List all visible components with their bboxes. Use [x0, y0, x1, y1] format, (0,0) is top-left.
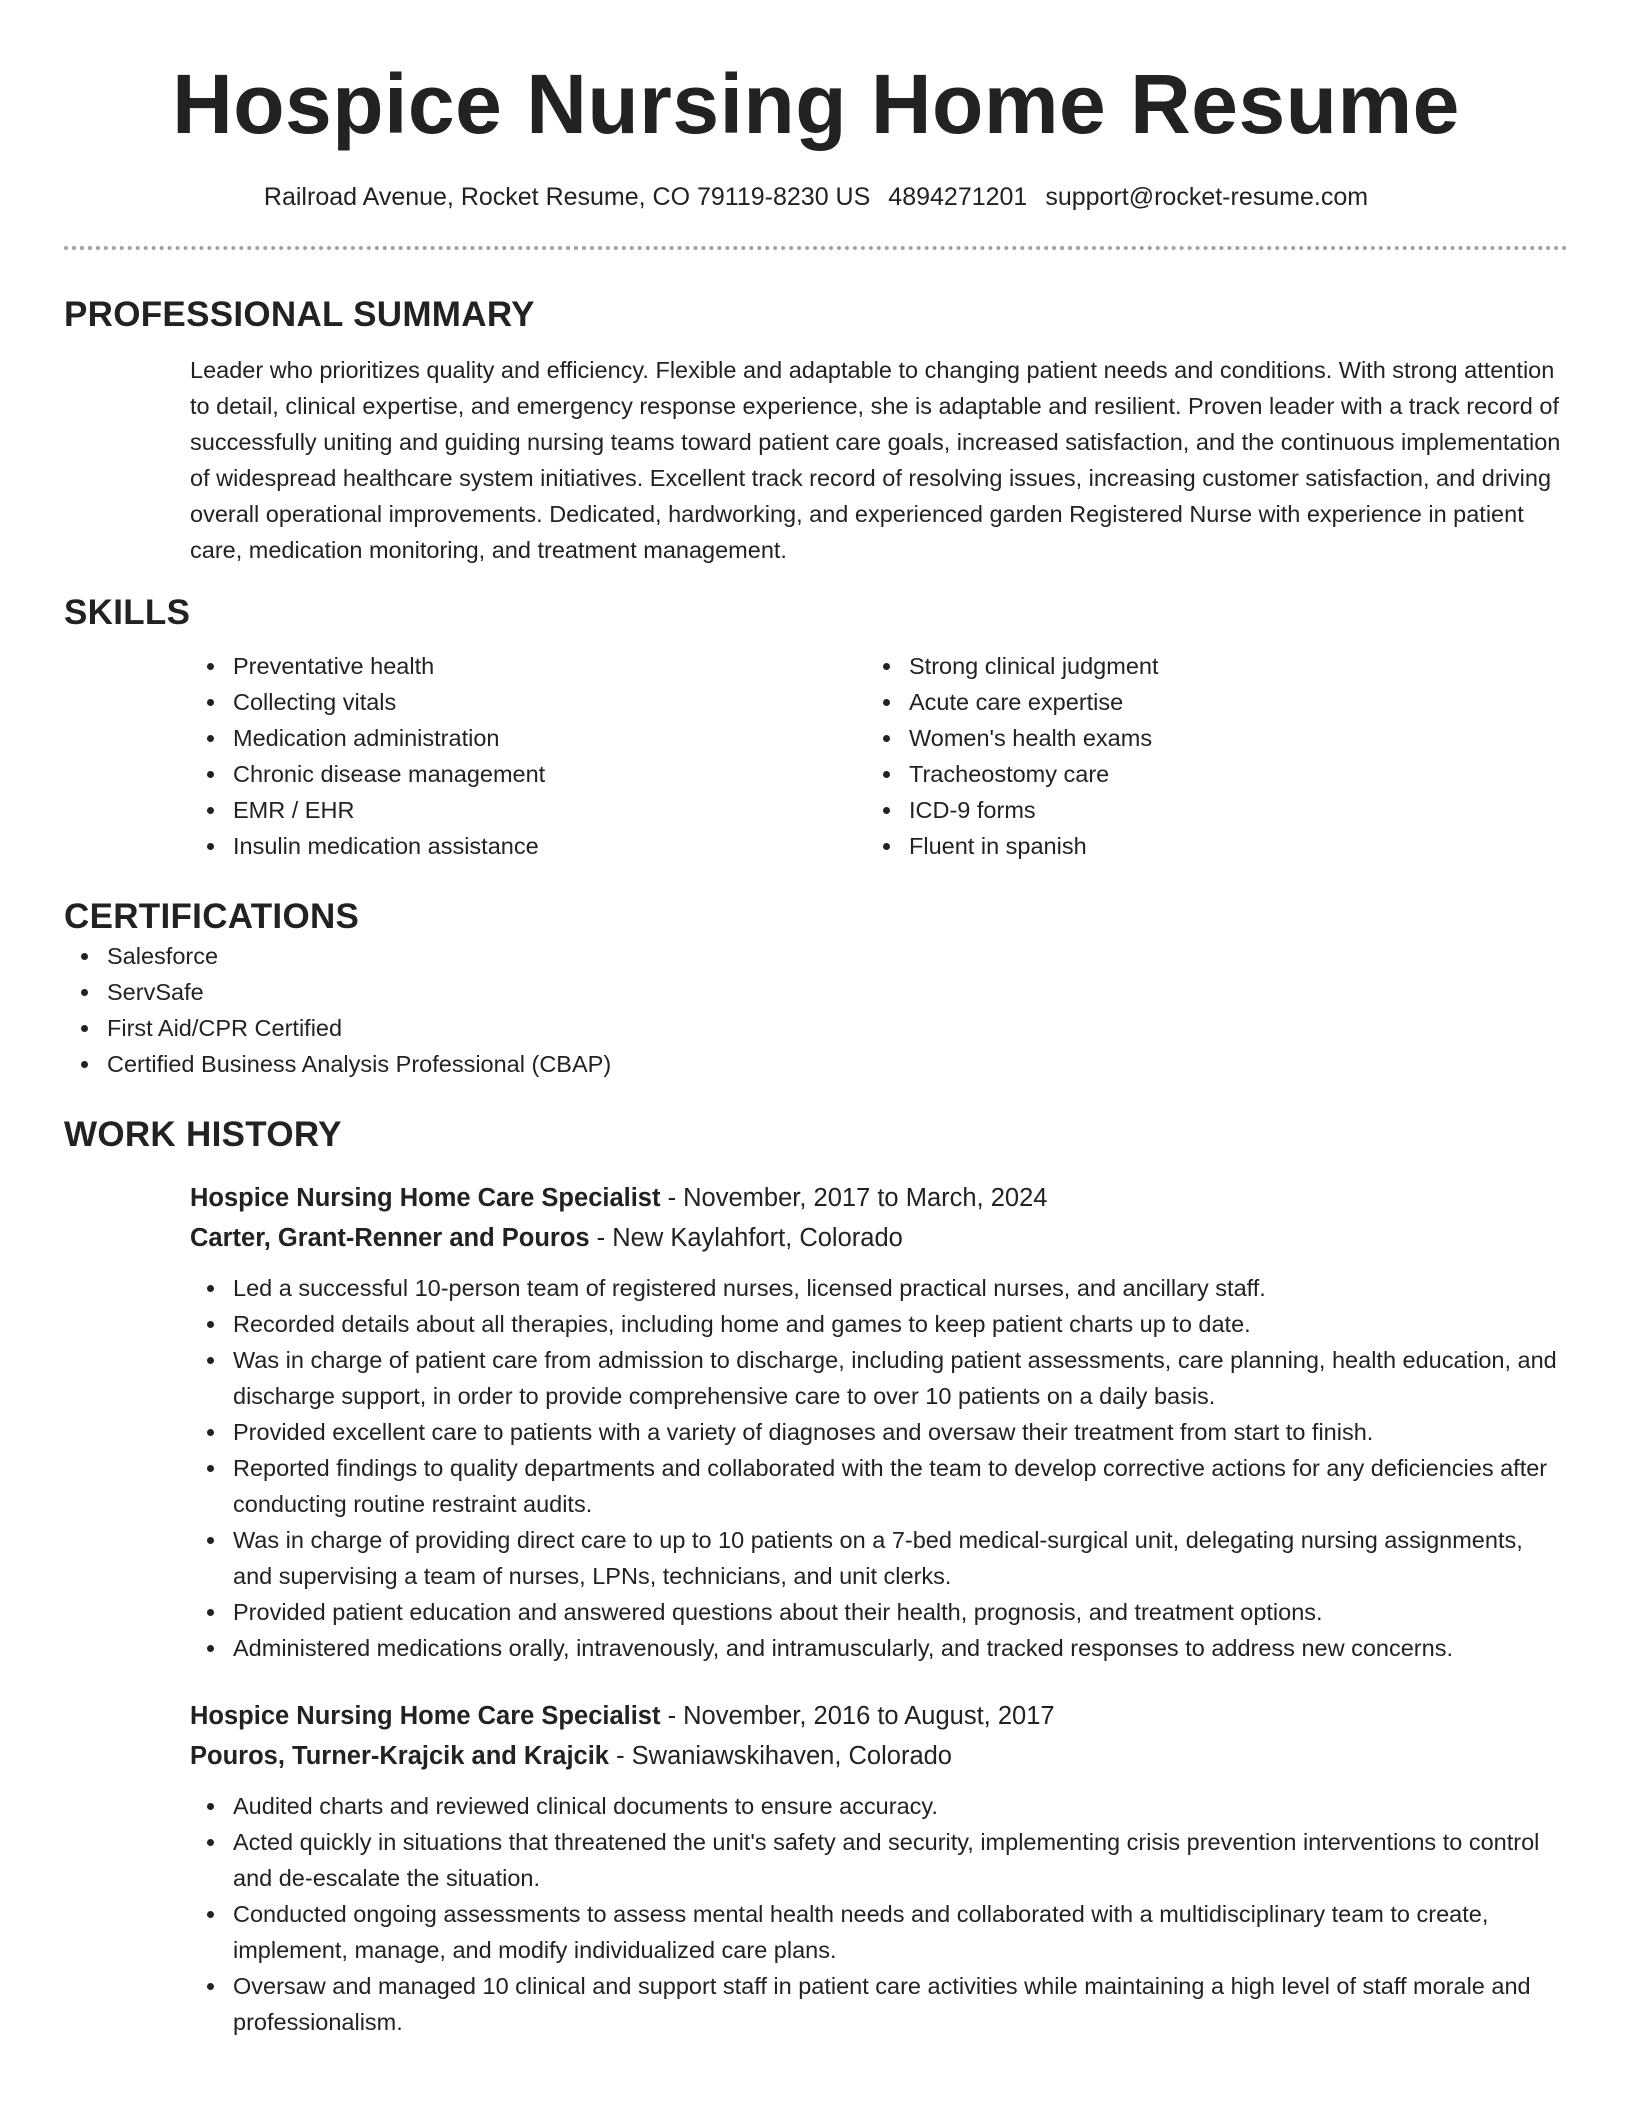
job-bullet: Was in charge of patient care from admission to discharge, including patient assessments, care planning, health education, and discharge support, in order to provide comprehensive care to over 10 patients on a daily basis. [190, 1342, 1568, 1414]
job-dates: - November, 2017 to March, 2024 [660, 1184, 1048, 1212]
job-bullet: Conducted ongoing assessments to assess mental health needs and collaborated with a multidisciplinary team to create, implement, manage, and modify individualized care plans. [190, 1896, 1568, 1968]
skill-item: Tracheostomy care [866, 756, 1542, 792]
skills-grid [190, 648, 1568, 864]
work-history-heading: WORK HISTORY [64, 1115, 342, 1154]
job-title-line [190, 1178, 1568, 1218]
job-title-line [190, 1696, 1568, 1736]
certifications-heading: CERTIFICATIONS [64, 897, 360, 936]
job-dates: - November, 2016 to August, 2017 [660, 1702, 1055, 1730]
job-company: Pouros, Turner-Krajcik and Krajcik [190, 1742, 609, 1770]
job-bullet: Reported findings to quality departments and collaborated with the team to develop corrective actions for any deficiencies after conducting routine restraint audits. [190, 1450, 1568, 1522]
job-bullet: Oversaw and managed 10 clinical and support staff in patient care activities while maintaining a high level of staff morale and professionalism. [190, 1968, 1568, 2040]
resume-title: Hospice Nursing Home Resume [172, 57, 1460, 151]
job-bullet: Was in charge of providing direct care to up to 10 patients on a 7-bed medical-surgical unit, delegating nursing assignments, and supervising a team of nurses, LPNs, technicians, and unit clerks. [190, 1522, 1568, 1594]
certifications-list [64, 938, 1568, 1082]
job-bullet: Recorded details about all therapies, including home and games to keep patient charts up to date. [190, 1306, 1568, 1342]
job-bullet: Provided excellent care to patients with a variety of diagnoses and oversaw their treatment from start to finish. [190, 1414, 1568, 1450]
summary-heading: PROFESSIONAL SUMMARY [64, 295, 535, 334]
job-bullet: Audited charts and reviewed clinical documents to ensure accuracy. [190, 1788, 1568, 1824]
summary-section [64, 294, 1568, 568]
skills-section [64, 592, 1568, 864]
work-history-section [64, 1114, 1568, 2040]
job-entry [190, 1178, 1568, 1666]
job-entry [190, 1696, 1568, 2040]
header-divider [64, 246, 1568, 250]
skill-item: Acute care expertise [866, 684, 1542, 720]
contact-line [0, 182, 1632, 212]
contact-address: Railroad Avenue, Rocket Resume, CO 79119-8230 US [263, 183, 871, 211]
contact-email: support@rocket-resume.com [1045, 183, 1369, 211]
skill-item: Insulin medication assistance [190, 828, 866, 864]
job-location: - Swaniawskihaven, Colorado [608, 1742, 952, 1770]
skills-list-right [866, 648, 1542, 864]
skill-item: EMR / EHR [190, 792, 866, 828]
job-bullet: Led a successful 10-person team of registered nurses, licensed practical nurses, and ancillary staff. [190, 1270, 1568, 1306]
job-role: Hospice Nursing Home Care Specialist [190, 1184, 661, 1212]
job-bullets [190, 1270, 1568, 1666]
skills-list-left [190, 648, 866, 864]
job-bullet: Administered medications orally, intravenously, and intramuscularly, and tracked responses to address new concerns. [190, 1630, 1568, 1666]
skill-item: Preventative health [190, 648, 866, 684]
certification-item: Salesforce [64, 938, 1568, 974]
job-location: - New Kaylahfort, Colorado [589, 1224, 903, 1252]
job-bullet: Acted quickly in situations that threatened the unit's safety and security, implementing crisis prevention interventions to control and de-escalate the situation. [190, 1824, 1568, 1896]
skill-item: Strong clinical judgment [866, 648, 1542, 684]
job-bullets [190, 1788, 1568, 2040]
job-role: Hospice Nursing Home Care Specialist [190, 1702, 661, 1730]
job-bullet: Provided patient education and answered questions about their health, prognosis, and treatment options. [190, 1594, 1568, 1630]
skills-heading: SKILLS [64, 593, 191, 632]
certifications-section [64, 896, 1568, 1082]
skill-item: ICD-9 forms [866, 792, 1542, 828]
summary-text: Leader who prioritizes quality and efficiency. Flexible and adaptable to changing patient needs and conditions. With strong attention to detail, clinical expertise, and emergency response experience, she is adaptable and resilient. Proven leader with a track record of successfully uniting and guiding nursing teams toward patient care goals, increased satisfaction, and the continuous implementation of widespread healthcare system initiatives. Excellent track record of resolving issues, increasing customer satisfaction, and driving overall operational improvements. Dedicated, hardworking, and experienced garden Registered Nurse with experience in patient care, medication monitoring, and treatment management. [190, 357, 1561, 563]
skill-item: Women's health exams [866, 720, 1542, 756]
certification-item: First Aid/CPR Certified [64, 1010, 1568, 1046]
skill-item: Medication administration [190, 720, 866, 756]
skill-item: Collecting vitals [190, 684, 866, 720]
certification-item: Certified Business Analysis Professional (CBAP) [64, 1046, 1568, 1082]
skill-item: Fluent in spanish [866, 828, 1542, 864]
job-company-line [190, 1218, 1568, 1258]
certification-item: ServSafe [64, 974, 1568, 1010]
resume-header [0, 0, 1632, 250]
job-company: Carter, Grant-Renner and Pouros [190, 1224, 590, 1252]
contact-phone: 4894271201 [888, 183, 1028, 211]
job-company-line [190, 1736, 1568, 1776]
skill-item: Chronic disease management [190, 756, 866, 792]
